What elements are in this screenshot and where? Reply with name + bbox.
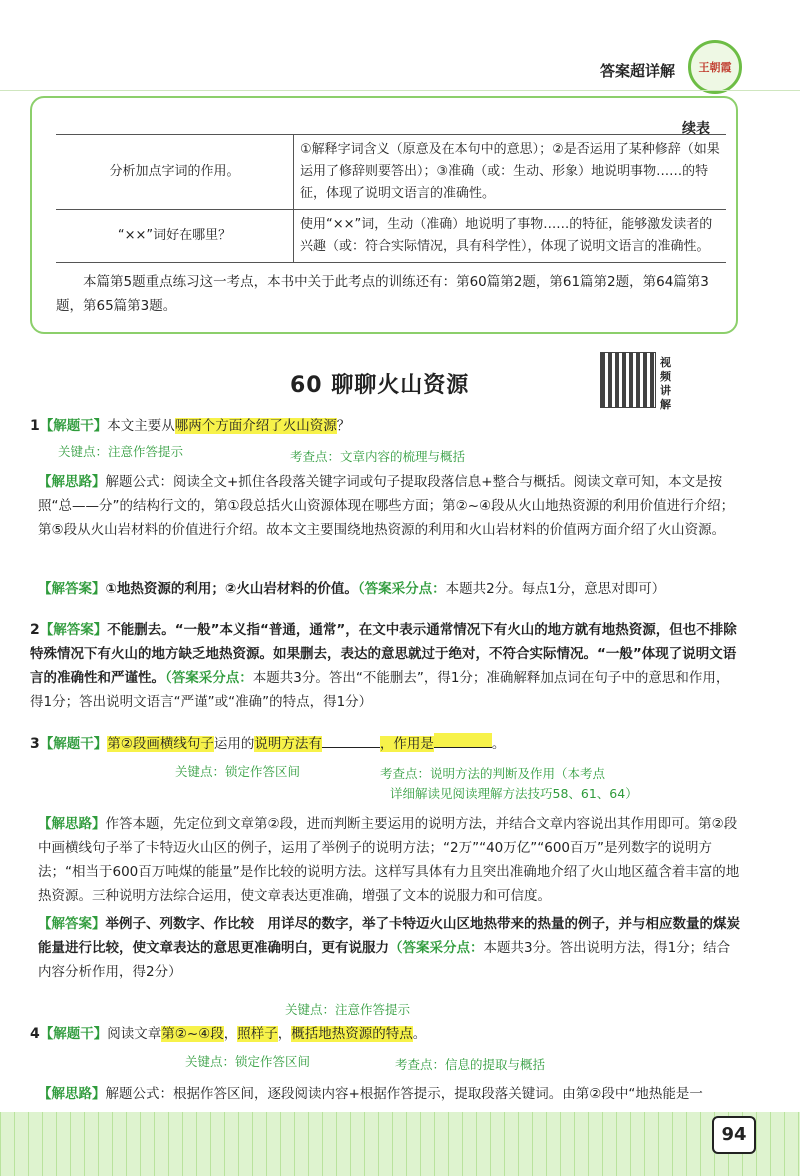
annotation: 详细解读见阅读理解方法技巧58、61、64） xyxy=(390,786,638,801)
table-cell: “××”词好在哪里？ xyxy=(56,210,294,263)
highlight: 照样子 xyxy=(237,1026,278,1042)
footer-strip xyxy=(0,1112,800,1176)
header-title: 答案超详解 xyxy=(600,62,676,80)
points-text: 本题共2分。每点1分，意思对即可） xyxy=(445,581,666,597)
highlight: 概括地热资源的特点 xyxy=(291,1026,413,1042)
method-table xyxy=(56,134,726,263)
stem-text: 阅读文章 xyxy=(107,1026,162,1042)
highlight: 哪两个方面介绍了火山资源 xyxy=(174,418,337,434)
q2-answer xyxy=(30,618,742,714)
annotation: 关键点：锁定作答区间 xyxy=(185,1054,311,1069)
q3-answer xyxy=(38,912,742,984)
q4-stem xyxy=(30,1022,750,1046)
points-text: 本题共3分。答出“不能删去”，得1分；准确解释加点词在句子中的意思和作用，得1分；答出说明文语言“严谨”或“准确”的特点，得1分） xyxy=(30,670,730,710)
points-text: 本题共3分。答出说明方法，得1分；结合内容分析作用，得2分） xyxy=(38,940,731,980)
qr-code[interactable] xyxy=(600,352,656,408)
table-cell: ①解释字词含义（原意及在本句中的意思）；②是否运用了某种修辞（如果运用了修辞则要答出）；③准确（或：生动、形象）地说明事物……的特征，体现了说明文语言的准确性。 xyxy=(294,135,727,210)
question-number: 2 xyxy=(30,622,40,638)
q1-answer xyxy=(38,577,742,601)
continued-label: 续表 xyxy=(682,121,710,137)
q4-thinking xyxy=(38,1082,742,1106)
answer-tag: 【解答案】 xyxy=(38,581,106,597)
table-row xyxy=(56,210,726,263)
answer-text: ①地热资源的利用；②火山岩材料的价值。 xyxy=(105,581,358,597)
stem-text: ， xyxy=(277,1026,292,1042)
q3-thinking xyxy=(38,812,742,908)
annotation: 考查点：信息的提取与概括 xyxy=(395,1057,546,1072)
thinking-tag: 【解思路】 xyxy=(38,474,106,490)
annotation: 关键点：注意作答提示 xyxy=(285,1002,411,1017)
points-tag: （答案采分点： xyxy=(389,940,484,956)
highlight: ，作用是 xyxy=(379,736,434,752)
stem-tag: 【解题干】 xyxy=(39,1026,108,1042)
question-number: 4 xyxy=(30,1026,40,1042)
q3-stem xyxy=(30,732,750,756)
annotation: 关键点：锁定作答区间 xyxy=(175,764,301,779)
answer-text: 举例子、列数字、作比较 用详尽的数字，举了卡特迈火山区地热带来的热量的例子，并与相应数量的煤炭能量进行比较，使文章表达的意思更准确明白，更有说服力 xyxy=(38,916,740,956)
question-number: 1 xyxy=(30,418,40,434)
points-tag: （答案采分点： xyxy=(357,581,446,597)
page-number: 94 xyxy=(712,1116,756,1154)
thinking-text: 解题公式：根据作答区间，逐段阅读内容+根据作答提示，提取段落关键词。由第②段中“地热能是一 xyxy=(105,1086,703,1102)
table-cell: 分析加点字词的作用。 xyxy=(56,135,294,210)
publisher-logo: 王朝霞 xyxy=(688,40,742,94)
highlight: 第②段画横线句子 xyxy=(107,736,214,752)
q1-thinking xyxy=(38,470,742,542)
stem-text: 。 xyxy=(412,1026,427,1042)
thinking-tag: 【解思路】 xyxy=(38,1086,106,1102)
stem-text: 运用的 xyxy=(213,736,255,752)
thinking-text: 解题公式：阅读全文+抓住各段落关键字词或句子提取段落信息+整合与概括。阅读文章可知，本文是按照“总——分”的结构行文的，第①段总括火山资源体现在哪些方面；第②~④段从火山地热资源的利用价值进行介绍；第⑤段从火山岩材料的价值进行介绍。故本文主要围绕地热资源的利用和火山岩材料的价值两方面介绍了火山资源。 xyxy=(38,474,735,538)
question-number: 3 xyxy=(30,736,40,752)
annotation: 考查点：说明方法的判断及作用（本考点 xyxy=(380,766,606,781)
points-tag: （答案采分点： xyxy=(165,670,253,686)
practice-note: 本篇第5题重点练习这一考点，本书中关于此考点的训练还有：第60篇第2题，第61篇第2题，第64篇第3题，第65篇第3题。 xyxy=(56,274,709,314)
stem-text: 。 xyxy=(491,736,506,752)
section-title: 60 聊聊火山资源 xyxy=(290,373,470,398)
answer-text: 不能删去。“一般”本义指“普通，通常”，在文中表示通常情况下有火山的地方就有地热资源，但也不排除特殊情况下有火山的地方缺乏地热资源。如果删去，表达的意思就过于绝对，不符合实际情况。“一般”体现了说明文语言的准确性和严谨性。 xyxy=(30,622,737,686)
q1-stem xyxy=(30,414,750,438)
header-divider xyxy=(0,90,800,91)
annotation: 关键点：注意作答提示 xyxy=(58,444,184,459)
table-cell: 使用“××”词，生动（准确）地说明了事物……的特征，能够激发读者的兴趣（或：符合实际情况，具有科学性），体现了说明文语言的准确性。 xyxy=(294,210,727,263)
highlight: 第②~④段 xyxy=(161,1026,224,1042)
answer-tag: 【解答案】 xyxy=(38,916,106,932)
answer-blank xyxy=(434,733,492,748)
stem-text: ？ xyxy=(336,418,351,434)
table-row xyxy=(56,135,726,210)
stem-tag: 【解题干】 xyxy=(39,736,108,752)
highlight: 说明方法有 xyxy=(254,736,322,752)
annotation: 考查点：文章内容的梳理与概括 xyxy=(290,449,466,464)
stem-text: 本文主要从 xyxy=(107,418,175,434)
answer-blank xyxy=(322,733,380,748)
stem-tag: 【解题干】 xyxy=(39,418,108,434)
qr-label: 视频讲解 xyxy=(660,356,671,411)
stem-text: ， xyxy=(223,1026,238,1042)
answer-tag: 【解答案】 xyxy=(39,622,108,638)
thinking-tag: 【解思路】 xyxy=(38,816,106,832)
thinking-text: 作答本题，先定位到文章第②段，进而判断主要运用的说明方法，并结合文章内容说出其作用即可。第②段中画横线句子举了卡特迈火山区的例子，运用了举例子的说明方法；“2万”“40万亿”“600百万”是列数字的说明方法；“相当于600百万吨煤的能量”是作比较的说明方法。这样写具体有力且突出准确地介绍了火山地区蕴含着丰富的地热资源。三种说明方法综合运用，使文章表达更准确，增强了文本的说服力和可信度。 xyxy=(38,816,740,904)
